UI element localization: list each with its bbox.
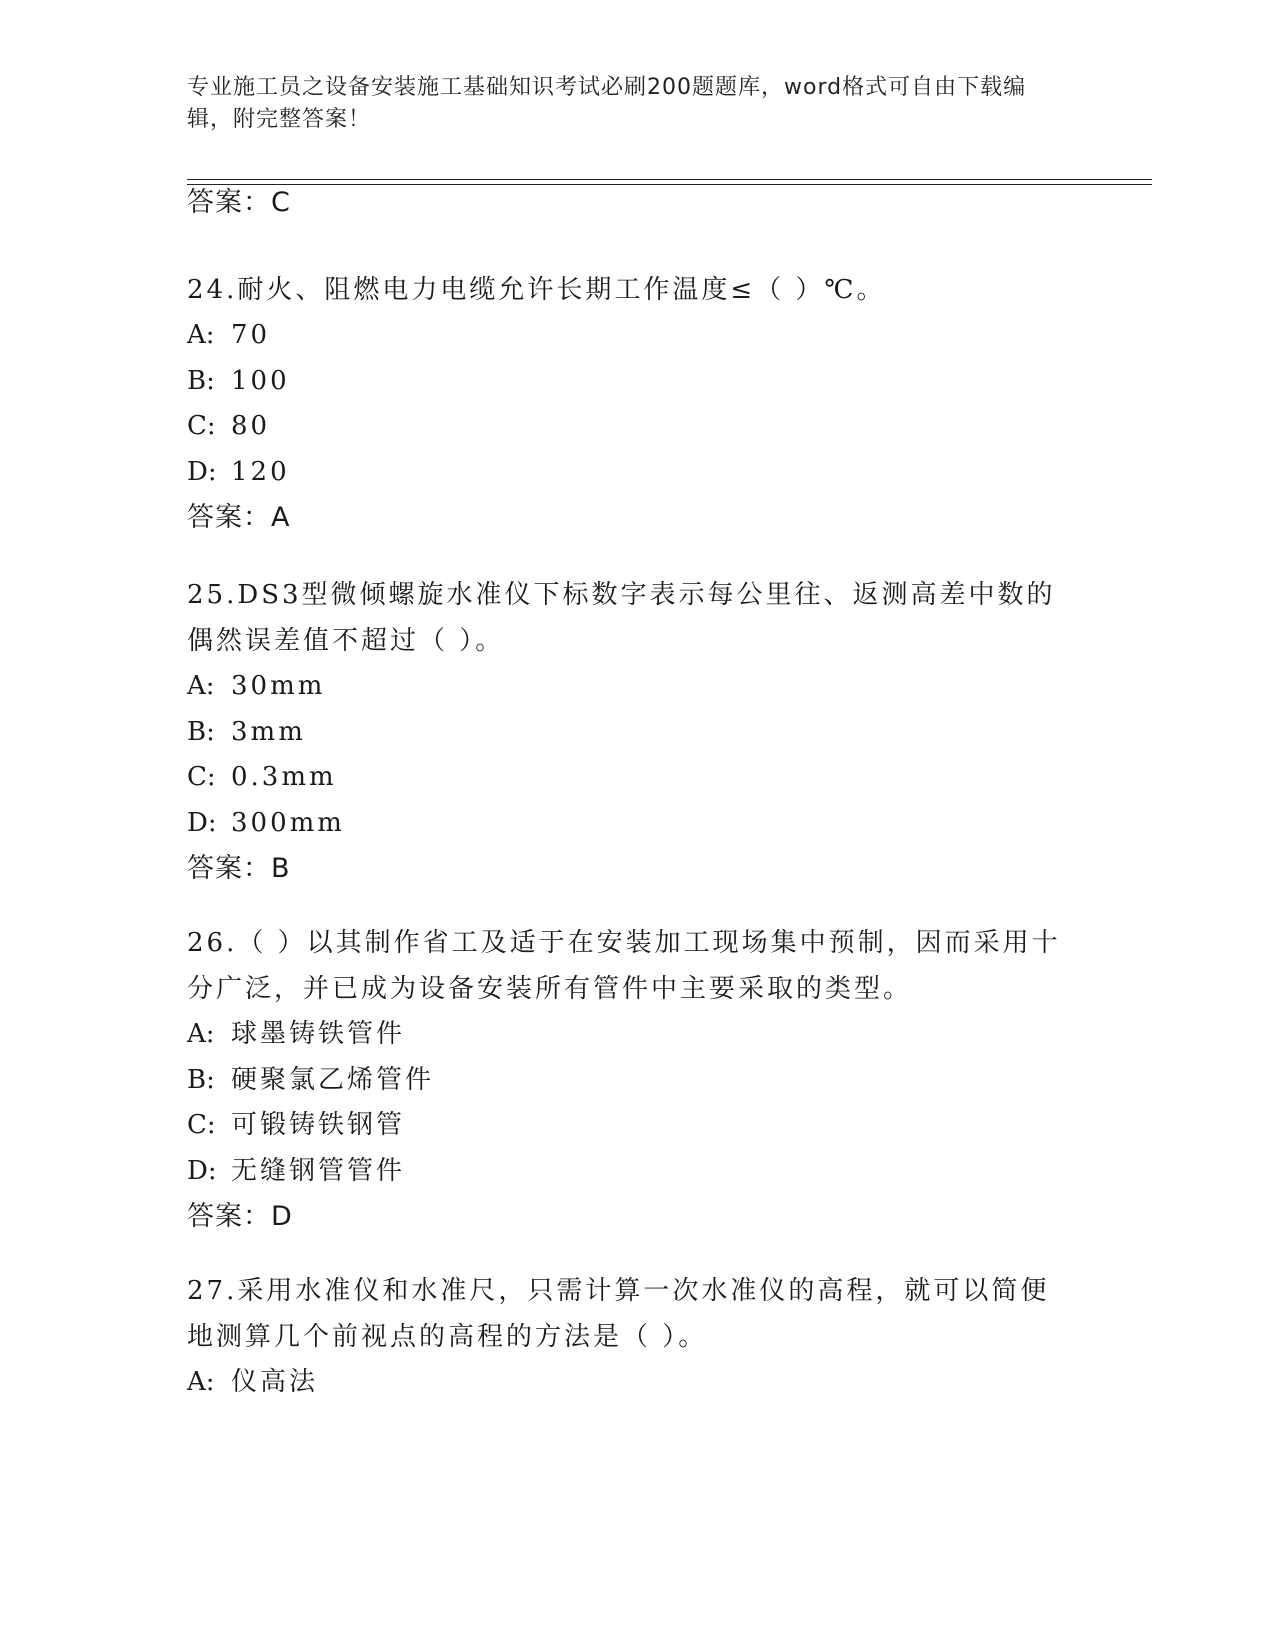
option-letter: D: xyxy=(187,1155,217,1186)
option-letter: A: xyxy=(187,320,215,350)
option-letter: A: xyxy=(187,1367,215,1397)
question-text: 25.DS3型微倾螺旋水准仪下标数字表示每公里往、返测高差中数的偶然误差值不超过（ ）。 xyxy=(187,580,1056,656)
option-letter: A: xyxy=(187,671,215,701)
question-text: 26.（ ）以其制作省工及适于在安装加工现场集中预制，因而采用十分广泛，并已成为设备安装所有管件中主要采取的类型。 xyxy=(187,928,1061,1004)
option-c xyxy=(187,404,1067,450)
question-text: 27.采用水准仪和水准尺，只需计算一次水准仪的高程，就可以简便地测算几个前视点的高程的方法是（ ）。 xyxy=(187,1276,1050,1352)
option-d xyxy=(187,1149,1067,1195)
option-text: 300mm xyxy=(231,807,345,838)
question-block-27 xyxy=(187,1268,1067,1406)
option-letter: B: xyxy=(187,716,215,747)
answer-label: 答案：C xyxy=(187,187,291,218)
option-b xyxy=(187,710,1067,756)
answer-label: 答案：D xyxy=(187,1201,293,1232)
option-letter: C: xyxy=(187,411,216,441)
option-letter: C: xyxy=(187,762,216,792)
option-text: 70 xyxy=(231,320,271,350)
option-d xyxy=(187,450,1067,496)
answer-label: 答案：A xyxy=(187,502,291,533)
option-letter: D: xyxy=(187,807,217,838)
option-text: 可锻铸铁钢管 xyxy=(231,1110,406,1140)
option-d xyxy=(187,801,1067,847)
option-text: 硬聚氯乙烯管件 xyxy=(231,1064,435,1095)
option-letter: D: xyxy=(187,456,217,487)
option-a xyxy=(187,1360,1067,1406)
answer-label: 答案：B xyxy=(187,853,291,884)
option-text: 120 xyxy=(231,456,290,487)
option-letter: C: xyxy=(187,1110,216,1140)
option-c xyxy=(187,1103,1067,1149)
option-text: 球墨铸铁管件 xyxy=(231,1019,406,1049)
option-text: 无缝钢管管件 xyxy=(231,1155,406,1186)
option-b xyxy=(187,1058,1067,1104)
option-text: 0.3mm xyxy=(231,762,337,792)
option-text: 3mm xyxy=(231,716,306,747)
option-a xyxy=(187,1012,1067,1058)
option-text: 30mm xyxy=(231,671,326,701)
option-letter: B: xyxy=(187,1064,215,1095)
option-text: 80 xyxy=(231,411,271,441)
option-c xyxy=(187,755,1067,801)
document-header: 专业施工员之设备安装施工基础知识考试必刷200题题库，word格式可自由下载编辑，附完整答案！ xyxy=(187,75,1027,132)
option-a xyxy=(187,313,1067,359)
answer-block-23 xyxy=(187,180,1067,226)
question-block-24 xyxy=(187,267,1067,541)
question-block-25 xyxy=(187,572,1067,892)
option-letter: A: xyxy=(187,1019,215,1049)
option-a xyxy=(187,664,1067,710)
question-block-26 xyxy=(187,920,1067,1240)
question-text: 24.耐火、阻燃电力电缆允许长期工作温度≤（ ）℃。 xyxy=(187,275,886,305)
option-b xyxy=(187,359,1067,405)
option-text: 仪高法 xyxy=(231,1367,319,1397)
option-text: 100 xyxy=(231,365,290,396)
option-letter: B: xyxy=(187,365,215,396)
